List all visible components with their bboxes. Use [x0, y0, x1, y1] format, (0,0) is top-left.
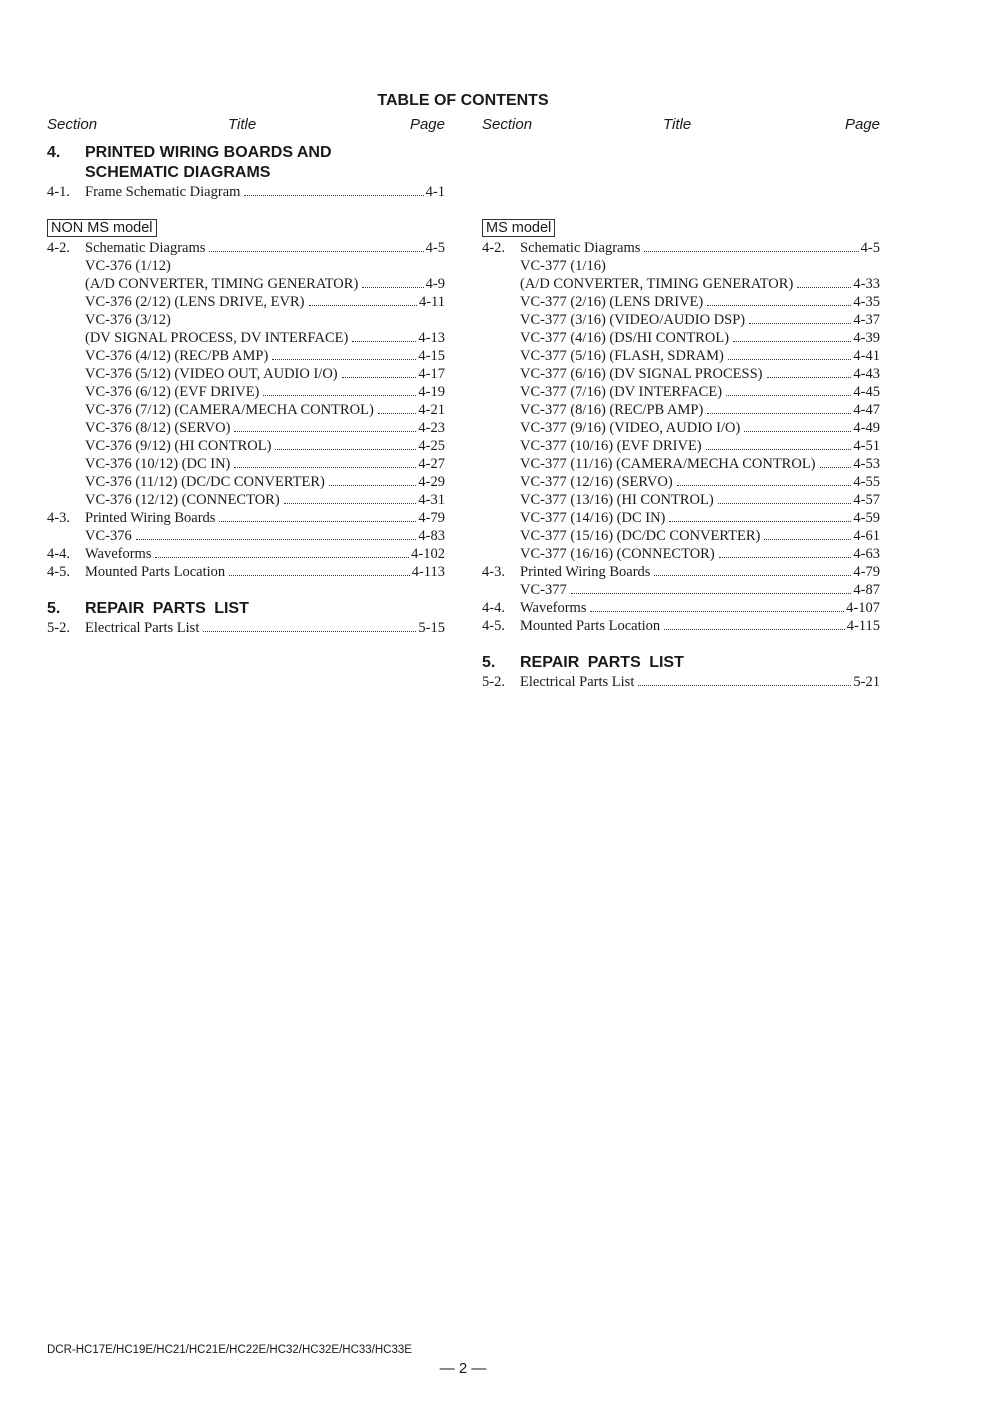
entry-title: VC-376 (11/12) (DC/DC CONVERTER): [85, 474, 325, 490]
dot-leader: [764, 539, 851, 540]
dot-leader: [706, 449, 852, 450]
entry-page: 4-21: [418, 402, 445, 418]
toc-entry[interactable]: [482, 673, 880, 691]
entry-page: 4-1: [425, 184, 445, 200]
toc-entry[interactable]: [482, 419, 880, 437]
chapter-heading: [47, 599, 445, 619]
toc-entry[interactable]: [482, 365, 880, 383]
toc-entry[interactable]: [482, 581, 880, 599]
entry-number: 5-2.: [47, 620, 70, 636]
entry-page: 4-45: [853, 384, 880, 400]
dot-leader: [209, 251, 423, 252]
entry-title: VC-376 (4/12) (REC/PB AMP): [85, 348, 269, 364]
toc-entry[interactable]: [47, 347, 445, 365]
toc-entry[interactable]: [47, 473, 445, 491]
entry-title: Electrical Parts List: [520, 674, 635, 690]
entry-page: 4-57: [853, 492, 880, 508]
dot-leader: [797, 287, 851, 288]
entry-title: Schematic Diagrams: [85, 240, 206, 256]
entry-page: 4-63: [853, 546, 880, 562]
entry-title: VC-377: [520, 582, 567, 598]
toc-entry[interactable]: [47, 563, 445, 581]
entry-title: VC-376 (10/12) (DC IN): [85, 456, 231, 472]
toc-entry[interactable]: [482, 455, 880, 473]
chapter-title: REPAIR PARTS LIST: [85, 600, 249, 617]
dot-leader: [275, 449, 416, 450]
entry-title: VC-376 (3/12): [85, 312, 171, 328]
entry-page: 4-83: [418, 528, 445, 544]
entry-number: 4-3.: [482, 564, 505, 580]
toc-entry[interactable]: [482, 509, 880, 527]
column-header: [47, 116, 445, 136]
entry-page: 4-102: [411, 546, 445, 562]
dot-leader: [284, 503, 417, 504]
entry-page: 4-11: [418, 294, 445, 310]
toc-entry[interactable]: [47, 545, 445, 563]
header-page: Page: [844, 116, 880, 133]
entry-title: VC-376 (9/12) (HI CONTROL): [85, 438, 272, 454]
header-title: Title: [663, 116, 692, 133]
entry-number: 4-2.: [482, 240, 505, 256]
dot-leader: [229, 575, 410, 576]
entry-title: VC-376 (2/12) (LENS DRIVE, EVR): [85, 294, 305, 310]
model-label-box: NON MS model: [47, 219, 157, 237]
toc-entry[interactable]: [47, 619, 445, 637]
entry-page: 4-39: [853, 330, 880, 346]
entry-page: 5-21: [853, 674, 880, 690]
toc-entry[interactable]: [482, 311, 880, 329]
entry-page: 4-5: [425, 240, 445, 256]
toc-entry[interactable]: [47, 257, 445, 275]
toc-entry[interactable]: [47, 311, 445, 329]
chapter-title: REPAIR PARTS LIST: [520, 654, 684, 671]
entry-page: 4-13: [418, 330, 445, 346]
entry-page: 4-55: [853, 474, 880, 490]
toc-entry[interactable]: [482, 545, 880, 563]
dot-leader: [590, 611, 844, 612]
entry-title: VC-377 (8/16) (REC/PB AMP): [520, 402, 704, 418]
entry-title: Frame Schematic Diagram: [85, 184, 241, 200]
dot-leader: [669, 521, 851, 522]
entry-page: 4-49: [853, 420, 880, 436]
toc-entry[interactable]: [482, 527, 880, 545]
toc-entry[interactable]: [47, 383, 445, 401]
entry-title: VC-376 (8/12) (SERVO): [85, 420, 231, 436]
footer-model-list: DCR-HC17E/HC19E/HC21/HC21E/HC22E/HC32/HC32E/HC33/HC33E: [47, 1344, 412, 1356]
chapter-number: 5.: [482, 654, 496, 671]
entry-page: 4-115: [846, 618, 880, 634]
toc-entry[interactable]: [482, 257, 880, 275]
dot-leader: [707, 305, 851, 306]
dot-leader: [733, 341, 851, 342]
column-spacer: [482, 136, 880, 201]
dot-leader: [728, 359, 852, 360]
entry-title: VC-377 (11/16) (CAMERA/MECHA CONTROL): [520, 456, 816, 472]
dot-leader: [719, 557, 852, 558]
entry-title: VC-377 (14/16) (DC IN): [520, 510, 666, 526]
entry-title: VC-376 (5/12) (VIDEO OUT, AUDIO I/O): [85, 366, 338, 382]
toc-entry[interactable]: [482, 383, 880, 401]
dot-leader: [718, 503, 852, 504]
entry-title: VC-377 (13/16) (HI CONTROL): [520, 492, 714, 508]
chapter-title: [85, 143, 445, 183]
toc-column-left: [47, 116, 445, 637]
toc-entry-list: [482, 239, 880, 635]
toc-column-right: [482, 116, 880, 691]
entry-title: VC-377 (1/16): [520, 258, 606, 274]
toc-entry[interactable]: [47, 365, 445, 383]
toc-entry[interactable]: [482, 563, 880, 581]
dot-leader: [744, 431, 851, 432]
entry-title: VC-377 (12/16) (SERVO): [520, 474, 673, 490]
toc-entry[interactable]: [482, 347, 880, 365]
entry-page: 4-29: [418, 474, 445, 490]
toc-entry[interactable]: [482, 473, 880, 491]
chapter-heading: [47, 143, 445, 183]
dot-leader: [749, 323, 851, 324]
toc-entry[interactable]: [482, 599, 880, 617]
toc-entry-list: [47, 239, 445, 581]
entry-title: VC-377 (16/16) (CONNECTOR): [520, 546, 715, 562]
entry-page: 4-47: [853, 402, 880, 418]
entry-page: 4-31: [418, 492, 445, 508]
entry-title: (DV SIGNAL PROCESS, DV INTERFACE): [85, 330, 349, 346]
toc-entry[interactable]: [47, 527, 445, 545]
dot-leader: [378, 413, 417, 414]
entry-title: VC-376 (1/12): [85, 258, 171, 274]
entry-title: VC-377 (5/16) (FLASH, SDRAM): [520, 348, 724, 364]
toc-entry[interactable]: [482, 329, 880, 347]
entry-page: 5-15: [418, 620, 445, 636]
entry-title: VC-377 (10/16) (EVF DRIVE): [520, 438, 702, 454]
chapter-number: 5.: [47, 600, 61, 617]
dot-leader: [309, 305, 417, 306]
entry-title: VC-377 (6/16) (DV SIGNAL PROCESS): [520, 366, 763, 382]
toc-entry[interactable]: [47, 329, 445, 347]
entry-title: VC-377 (15/16) (DC/DC CONVERTER): [520, 528, 761, 544]
dot-leader: [329, 485, 417, 486]
dot-leader: [234, 467, 416, 468]
toc-entry[interactable]: [482, 293, 880, 311]
entry-page: 4-27: [418, 456, 445, 472]
toc-entry[interactable]: [47, 491, 445, 509]
toc-entry[interactable]: [47, 293, 445, 311]
chapter-heading: [482, 653, 880, 673]
entry-page: 4-37: [853, 312, 880, 328]
toc-entry[interactable]: [47, 419, 445, 437]
entry-title: Mounted Parts Location: [520, 618, 661, 634]
toc-entry[interactable]: [47, 455, 445, 473]
toc-entry[interactable]: [482, 437, 880, 455]
dot-leader: [664, 629, 845, 630]
dot-leader: [362, 287, 423, 288]
entry-title: VC-377 (3/16) (VIDEO/AUDIO DSP): [520, 312, 746, 328]
entry-title: (A/D CONVERTER, TIMING GENERATOR): [85, 276, 359, 292]
entry-page: 4-107: [846, 600, 880, 616]
dot-leader: [352, 341, 416, 342]
entry-page: 4-15: [418, 348, 445, 364]
column-header: [482, 116, 880, 136]
dot-leader: [677, 485, 852, 486]
chapter-number: 4.: [47, 144, 61, 161]
dot-leader: [263, 395, 416, 396]
entry-title: VC-376 (12/12) (CONNECTOR): [85, 492, 280, 508]
entry-title: Mounted Parts Location: [85, 564, 226, 580]
toc-entry[interactable]: [482, 239, 880, 257]
dot-leader: [203, 631, 416, 632]
entry-page: 4-61: [853, 528, 880, 544]
dot-leader: [644, 251, 858, 252]
entry-title: Waveforms: [85, 546, 152, 562]
entry-number: 4-4.: [482, 600, 505, 616]
entry-number: 4-5.: [482, 618, 505, 634]
entry-title: VC-376 (7/12) (CAMERA/MECHA CONTROL): [85, 402, 374, 418]
entry-title: VC-377 (4/16) (DS/HI CONTROL): [520, 330, 730, 346]
chapter-title-line2: SCHEMATIC DIAGRAMS: [85, 164, 271, 181]
entry-number: 4-1.: [47, 184, 70, 200]
toc-entry[interactable]: [47, 239, 445, 257]
dot-leader: [820, 467, 852, 468]
entry-number: 4-5.: [47, 564, 70, 580]
entry-title: VC-376: [85, 528, 132, 544]
entry-title: VC-377 (9/16) (VIDEO, AUDIO I/O): [520, 420, 741, 436]
entry-number: 5-2.: [482, 674, 505, 690]
dot-leader: [654, 575, 851, 576]
toc-entry[interactable]: [482, 275, 880, 293]
dot-leader: [571, 593, 852, 594]
entry-page: 4-43: [853, 366, 880, 382]
entry-number: 4-3.: [47, 510, 70, 526]
entry-page: 4-113: [411, 564, 445, 580]
entry-page: 4-17: [418, 366, 445, 382]
dot-leader: [234, 431, 416, 432]
entry-page: 4-41: [853, 348, 880, 364]
toc-entry[interactable]: [47, 401, 445, 419]
toc-entry[interactable]: [47, 509, 445, 527]
dot-leader: [136, 539, 417, 540]
entry-page: 4-19: [418, 384, 445, 400]
entry-title: VC-377 (7/16) (DV INTERFACE): [520, 384, 723, 400]
entry-title: VC-377 (2/16) (LENS DRIVE): [520, 294, 704, 310]
entry-page: 4-59: [853, 510, 880, 526]
toc-entry[interactable]: [482, 491, 880, 509]
entry-title: VC-376 (6/12) (EVF DRIVE): [85, 384, 260, 400]
entry-title: Printed Wiring Boards: [85, 510, 216, 526]
page-title: TABLE OF CONTENTS: [377, 92, 549, 109]
entry-page: 4-25: [418, 438, 445, 454]
entry-title: Waveforms: [520, 600, 587, 616]
header-page: Page: [409, 116, 445, 133]
entry-page: 4-79: [418, 510, 445, 526]
dot-leader: [638, 685, 851, 686]
toc-entry[interactable]: [47, 183, 445, 201]
header-section: Section: [47, 116, 98, 133]
entry-page: 4-5: [860, 240, 880, 256]
entry-page: 4-53: [853, 456, 880, 472]
entry-page: 4-35: [853, 294, 880, 310]
toc-entry[interactable]: [482, 617, 880, 635]
model-label-box: MS model: [482, 219, 555, 237]
footer-page-number: — 2 —: [439, 1360, 487, 1377]
dot-leader: [272, 359, 416, 360]
entry-page: 4-51: [853, 438, 880, 454]
dot-leader: [726, 395, 851, 396]
header-section: Section: [482, 116, 533, 133]
entry-title: Schematic Diagrams: [520, 240, 641, 256]
entry-page: 4-87: [853, 582, 880, 598]
toc-entry[interactable]: [47, 275, 445, 293]
dot-leader: [155, 557, 409, 558]
entry-page: 4-33: [853, 276, 880, 292]
entry-page: 4-9: [425, 276, 445, 292]
header-title: Title: [228, 116, 257, 133]
chapter-title-line1: PRINTED WIRING BOARDS AND: [85, 144, 332, 161]
entry-number: 4-2.: [47, 240, 70, 256]
dot-leader: [342, 377, 417, 378]
toc-entry[interactable]: [482, 401, 880, 419]
dot-leader: [219, 521, 416, 522]
entry-page: 4-23: [418, 420, 445, 436]
dot-leader: [767, 377, 852, 378]
toc-entry[interactable]: [47, 437, 445, 455]
entry-page: 4-79: [853, 564, 880, 580]
entry-title: Printed Wiring Boards: [520, 564, 651, 580]
entry-number: 4-4.: [47, 546, 70, 562]
dot-leader: [244, 195, 423, 196]
entry-title: (A/D CONVERTER, TIMING GENERATOR): [520, 276, 794, 292]
entry-title: Electrical Parts List: [85, 620, 200, 636]
dot-leader: [707, 413, 851, 414]
